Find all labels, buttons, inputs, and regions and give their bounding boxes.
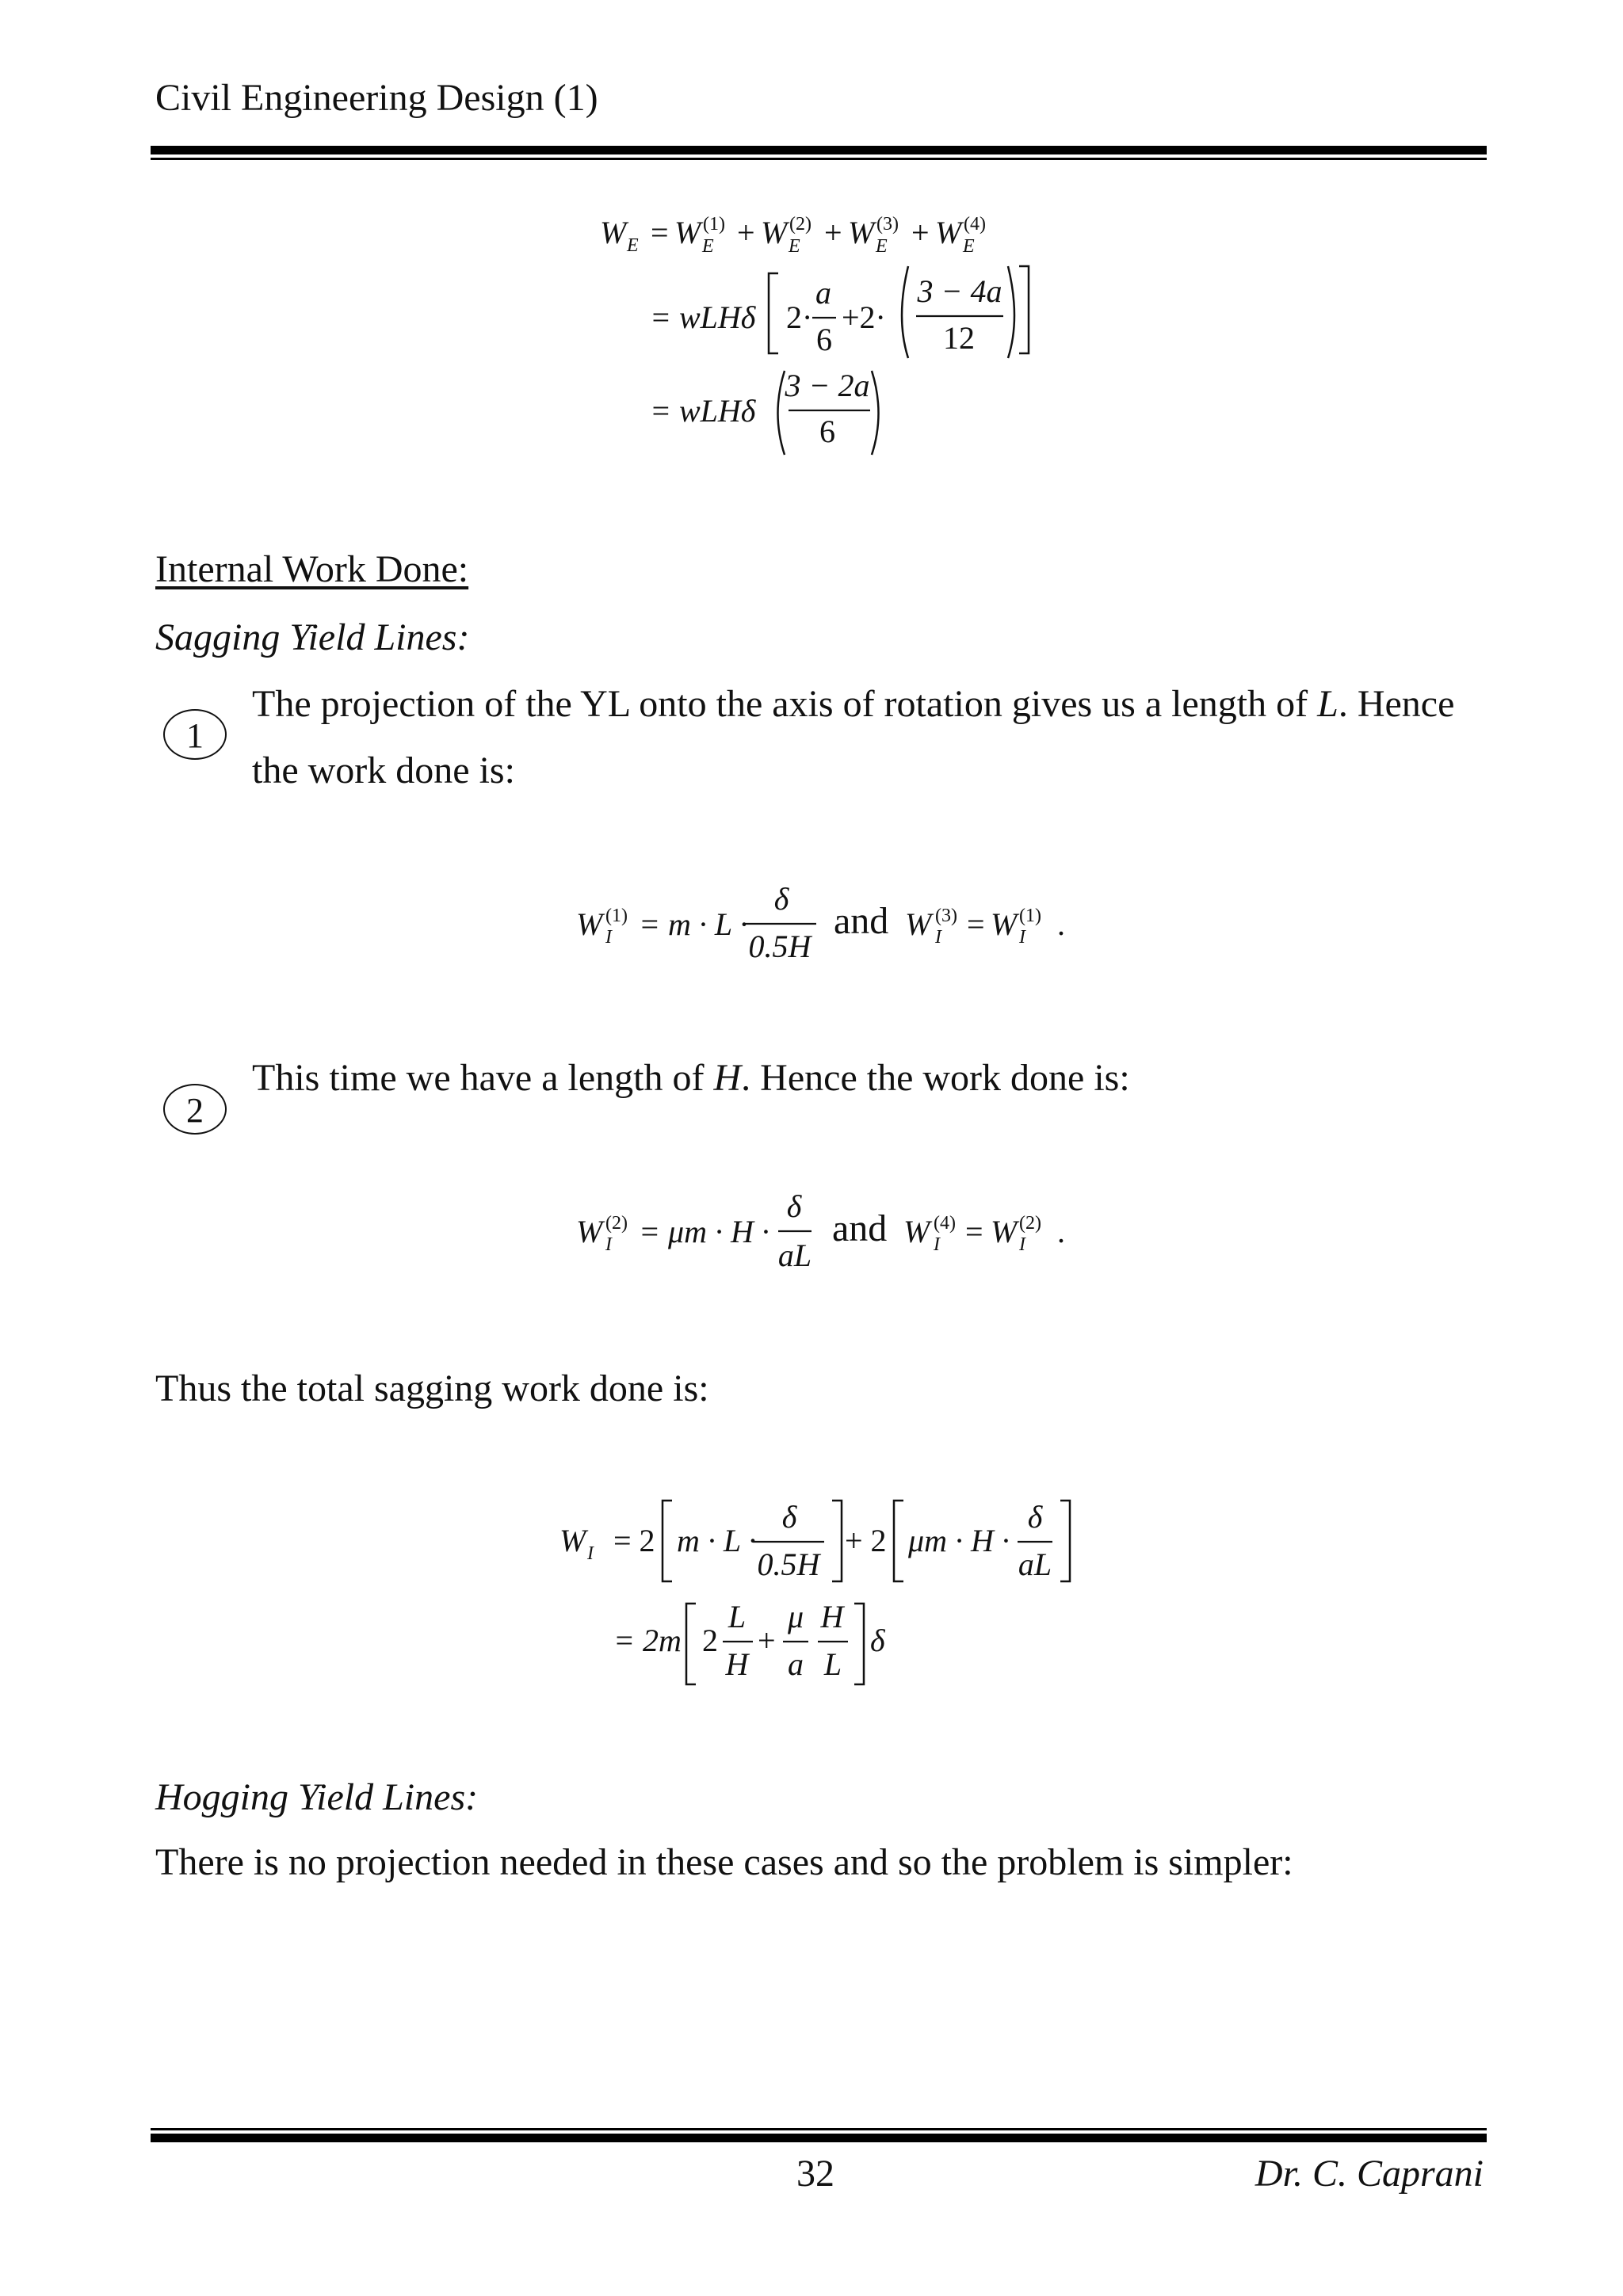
wi-bracket1-left bbox=[663, 1501, 672, 1581]
eq1-equals: = bbox=[651, 215, 669, 250]
w3-lhs-sup: (3) bbox=[935, 906, 957, 926]
wi-fb-den: aL bbox=[1018, 1547, 1052, 1582]
eq1-w2: W bbox=[761, 215, 788, 250]
wi2-delta: δ bbox=[870, 1623, 885, 1658]
eq1-w4-sub: E bbox=[963, 236, 975, 257]
eq1-w3: W bbox=[848, 215, 875, 250]
author-name: Dr. C. Caprani bbox=[1254, 2153, 1484, 2195]
w1-lhs: W bbox=[576, 906, 603, 942]
eq1-w1-sub: E bbox=[702, 236, 714, 257]
page-number: 32 bbox=[796, 2153, 834, 2195]
w2-lhs-sup: (2) bbox=[605, 1213, 628, 1234]
eq2-frac2-num: 3 − 4a bbox=[917, 273, 1002, 309]
w4-rhs-sup: (2) bbox=[1019, 1213, 1041, 1234]
eq3-prefix: = wLHδ bbox=[650, 393, 756, 429]
wi2-bracket-right bbox=[854, 1604, 864, 1684]
header-title: Civil Engineering Design (1) bbox=[155, 77, 598, 119]
eq2-frac1-num: a bbox=[815, 275, 831, 311]
eq1-plus2: + bbox=[824, 215, 842, 250]
w2-frac-den: aL bbox=[777, 1238, 812, 1273]
w1-rhs: = m · L · bbox=[639, 906, 748, 942]
hogging-heading: Hogging Yield Lines: bbox=[155, 1776, 479, 1818]
w3-lhs: W bbox=[905, 906, 932, 942]
w3-lhs-sub: I bbox=[935, 927, 941, 948]
w4-lhs-sup: (4) bbox=[934, 1213, 956, 1234]
footer-rule-thin bbox=[151, 2128, 1487, 2130]
wi2-two: 2 bbox=[702, 1623, 718, 1658]
w3-rhs-sub: I bbox=[1019, 927, 1025, 948]
eq1-lhs-sub: E bbox=[627, 235, 639, 256]
wi-fa-num: δ bbox=[781, 1499, 797, 1535]
wi-plus-two: + 2 bbox=[845, 1523, 887, 1558]
w2-rhs: = μm · H · bbox=[639, 1214, 769, 1249]
wi-term-a: m · L · bbox=[677, 1523, 757, 1558]
item-1-text-line1: The projection of the YL onto the axis of rotation gives us a length of L. Hence bbox=[252, 683, 1455, 725]
eq2-frac1-den: 6 bbox=[816, 322, 832, 357]
sagging-heading: Sagging Yield Lines: bbox=[155, 616, 470, 658]
total-sagging-text: Thus the total sagging work done is: bbox=[155, 1367, 709, 1409]
wi-bracket2-left bbox=[894, 1501, 903, 1581]
w4-rhs: W bbox=[991, 1214, 1018, 1249]
eq1-lhs: W bbox=[600, 215, 627, 250]
eq1-w1: W bbox=[674, 215, 701, 250]
eq2-plus: +2· bbox=[842, 299, 886, 335]
footer-rule-thick bbox=[151, 2134, 1487, 2142]
wi2-prefix: = 2m bbox=[613, 1623, 682, 1658]
w4-rhs-sub: I bbox=[1019, 1234, 1025, 1255]
w1-and: and bbox=[834, 900, 889, 942]
eq1-w3-sub: E bbox=[876, 236, 888, 257]
wi-lhs: W bbox=[559, 1523, 586, 1558]
wi-bracket2-right bbox=[1060, 1501, 1070, 1581]
eq1-w3-sup: (3) bbox=[876, 214, 899, 235]
wi-lhs-sub: I bbox=[587, 1543, 594, 1564]
eq1-w4-sup: (4) bbox=[964, 214, 986, 235]
w2-lhs-sub: I bbox=[605, 1234, 612, 1255]
w3-rhs: W bbox=[991, 906, 1018, 942]
eq2-frac2-den: 12 bbox=[943, 320, 975, 356]
eq1-w1-sup: (1) bbox=[703, 214, 725, 235]
w1-end: . bbox=[1057, 906, 1065, 942]
w4-lhs-sub: I bbox=[934, 1234, 940, 1255]
wi-eq-two: = 2 bbox=[613, 1523, 655, 1558]
eq1-w2-sup: (2) bbox=[789, 214, 812, 235]
w2-lhs: W bbox=[576, 1214, 603, 1249]
wi2-f3-den: L bbox=[823, 1646, 842, 1682]
w1-lhs-sup: (1) bbox=[605, 906, 628, 926]
eq3-den: 6 bbox=[819, 414, 835, 449]
eq1-plus1: + bbox=[737, 215, 755, 250]
wi2-f1-den: H bbox=[725, 1646, 749, 1682]
internal-work-heading: Internal Work Done: bbox=[155, 548, 469, 590]
wi2-f1-num: L bbox=[727, 1599, 747, 1634]
w4-lhs: W bbox=[903, 1214, 930, 1249]
wi2-f2-den: a bbox=[788, 1646, 804, 1682]
item-2-number: 2 bbox=[163, 1084, 227, 1135]
item-1-number: 1 bbox=[163, 709, 227, 760]
eq2-prefix: = wLHδ bbox=[650, 299, 756, 335]
eq1-w4: W bbox=[935, 215, 962, 250]
wi-fa-den: 0.5H bbox=[757, 1547, 820, 1582]
wi2-plus: + bbox=[758, 1623, 776, 1658]
w3-eq: = bbox=[967, 906, 985, 942]
eq2-two: 2· bbox=[786, 299, 813, 335]
wi2-f3-num: H bbox=[820, 1599, 844, 1634]
eq3-num: 3 − 2a bbox=[785, 368, 870, 403]
w1-frac-den: 0.5H bbox=[748, 929, 812, 964]
hogging-text: There is no projection needed in these cases and so the problem is simpler: bbox=[155, 1841, 1293, 1883]
w2-and: and bbox=[832, 1207, 888, 1249]
wi2-bracket-left bbox=[686, 1604, 696, 1684]
eq1-w2-sub: E bbox=[789, 236, 800, 257]
wi-bracket1-right bbox=[832, 1501, 842, 1581]
item-1-text-line2: the work done is: bbox=[252, 749, 515, 791]
wi-term-b: μm · H · bbox=[908, 1523, 1010, 1558]
w4-eq: = bbox=[965, 1214, 983, 1249]
item-2-text: This time we have a length of H. Hence the work done is: bbox=[252, 1057, 1130, 1099]
w2-frac-num: δ bbox=[786, 1188, 802, 1224]
w3-rhs-sup: (1) bbox=[1019, 906, 1041, 926]
w2-end: . bbox=[1057, 1214, 1065, 1249]
wi-fb-num: δ bbox=[1027, 1499, 1043, 1535]
eq1-plus3: + bbox=[911, 215, 930, 250]
w1-lhs-sub: I bbox=[605, 927, 612, 948]
w1-frac-num: δ bbox=[773, 881, 789, 917]
wi2-f2-num: μ bbox=[787, 1599, 804, 1634]
